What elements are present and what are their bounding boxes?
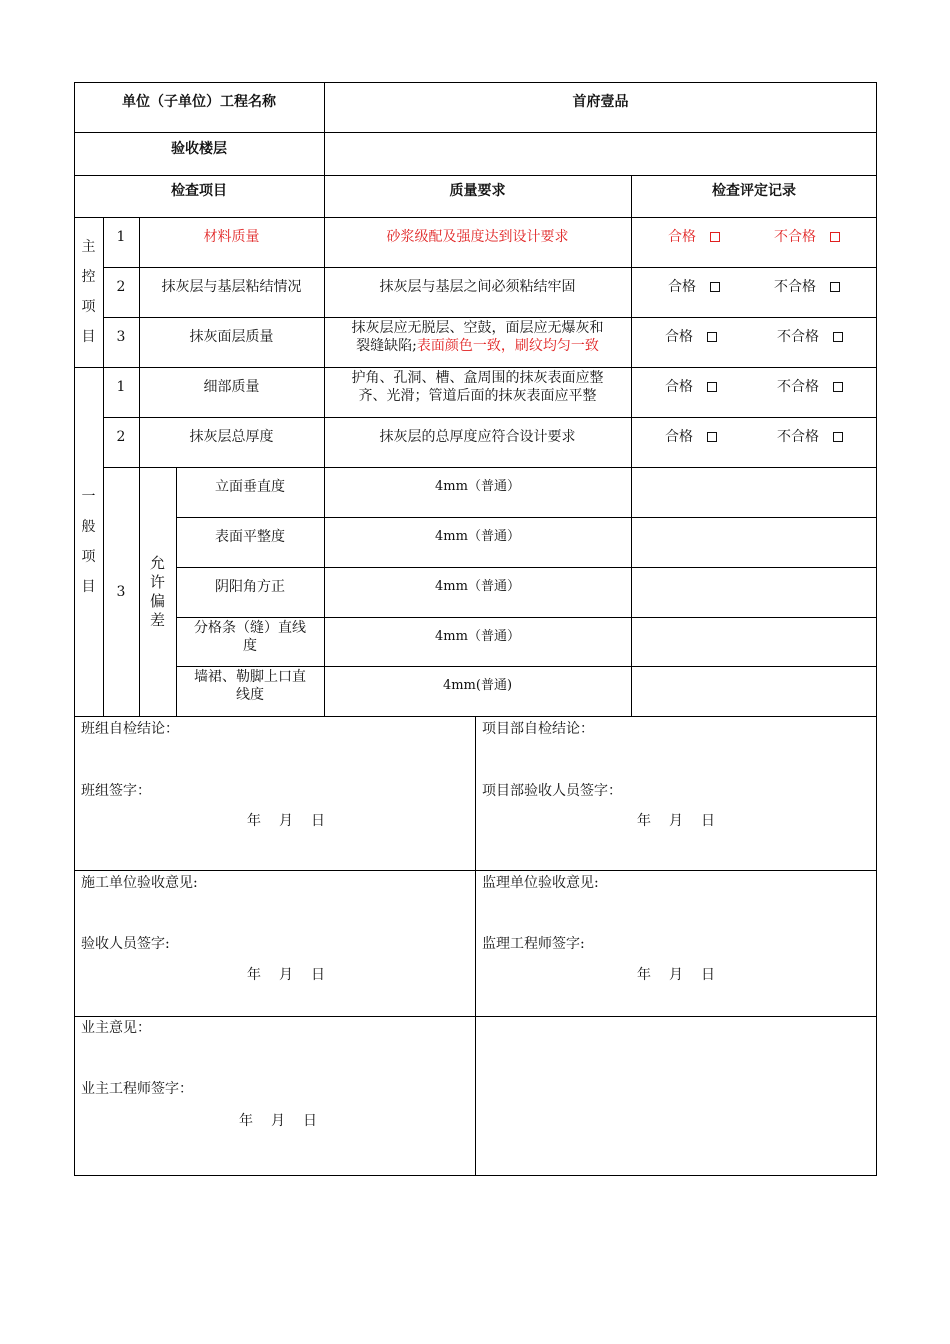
row-number: 1 (116, 229, 126, 245)
deviation-value: 4mm（普通） (435, 579, 520, 594)
date-day: 日 (311, 967, 325, 983)
main-control-label: 主 控 项 目 (81, 239, 96, 345)
row-number: 3 (116, 329, 126, 345)
owner-sign-label: 业主工程师签字： (81, 1081, 193, 1097)
date-day: 日 (701, 967, 715, 983)
owner-opinion-label: 业主意见： (81, 1020, 151, 1036)
date-month: 月 (669, 967, 683, 983)
date-year: 年 (239, 1113, 253, 1129)
deviation-item: 墙裙、勒脚上口直 线度 (194, 669, 306, 703)
contractor-sign-label: 验收人员签字: (81, 936, 170, 952)
team-conclusion-label: 班组自检结论： (81, 721, 179, 737)
fail-option[interactable]: 不合格 (777, 328, 843, 346)
fail-option[interactable]: 不合格 (774, 228, 840, 246)
general-items-label: 一 般 项 目 (81, 488, 96, 595)
pass-option[interactable]: 合格 (665, 378, 717, 396)
contractor-opinion-label: 施工单位验收意见: (81, 875, 198, 891)
pass-option[interactable]: 合格 (665, 328, 717, 346)
record-pass-fail (668, 217, 840, 257)
record-pass-fail (665, 367, 843, 407)
col-divider (475, 716, 476, 1176)
deviation-item: 分格条（缝）直线 度 (194, 620, 306, 654)
date-year: 年 (247, 813, 261, 829)
col-requirement-header: 质量要求 (449, 183, 506, 199)
date-day: 日 (701, 813, 715, 829)
project-name-value: 首府壹品 (572, 94, 629, 110)
date-day: 日 (303, 1113, 317, 1129)
team-sign-label: 班组签字： (81, 783, 151, 799)
record-pass-fail (665, 317, 843, 357)
fail-checkbox[interactable] (830, 282, 840, 292)
fail-option[interactable]: 不合格 (777, 428, 843, 446)
deviation-value: 4mm（普通） (435, 529, 520, 544)
date-year: 年 (637, 967, 651, 983)
supervisor-opinion-label: 监理单位验收意见: (482, 875, 599, 891)
fail-option[interactable]: 不合格 (774, 278, 840, 296)
deviation-value: 4mm(普通) (442, 678, 513, 693)
requirement: 抹灰层与基层之间必须粘结牢固 (379, 279, 576, 295)
row-number: 2 (116, 279, 126, 295)
date-month: 月 (669, 813, 683, 829)
deviation-record[interactable] (631, 666, 877, 716)
fail-checkbox[interactable] (833, 332, 843, 342)
fail-checkbox[interactable] (833, 432, 843, 442)
item-name: 抹灰层总厚度 (189, 429, 274, 445)
date-month: 月 (271, 1113, 285, 1129)
item-name: 抹灰面层质量 (189, 329, 274, 345)
pass-checkbox[interactable] (710, 232, 720, 242)
row-number: 1 (116, 379, 126, 395)
col-item-header: 检查项目 (171, 183, 227, 199)
item-name: 抹灰层与基层粘结情况 (161, 279, 302, 295)
pass-checkbox[interactable] (707, 332, 717, 342)
record-pass-fail (665, 417, 843, 457)
dept-conclusion-label: 项目部自检结论： (482, 721, 594, 737)
allowable-deviation-label: 允 许 偏 差 (149, 553, 165, 629)
deviation-record[interactable] (631, 617, 877, 666)
item-name: 细部质量 (203, 379, 260, 395)
floor-label: 验收楼层 (171, 140, 227, 157)
row-number: 2 (116, 429, 126, 445)
deviation-record[interactable] (631, 567, 877, 617)
date-month: 月 (279, 967, 293, 983)
pass-checkbox[interactable] (710, 282, 720, 292)
fail-checkbox[interactable] (833, 382, 843, 392)
fail-option[interactable]: 不合格 (777, 378, 843, 396)
pass-option[interactable]: 合格 (668, 278, 720, 296)
fail-checkbox[interactable] (830, 232, 840, 242)
date-month: 月 (279, 813, 293, 829)
floor-value (324, 132, 877, 175)
requirement: 护角、孔洞、槽、盒周围的抹灰表面应整 齐、光滑；管道后面的抹灰表面应平整 (351, 370, 604, 404)
row-number: 3 (116, 583, 126, 600)
pass-checkbox[interactable] (707, 382, 717, 392)
item-name: 材料质量 (203, 229, 260, 245)
deviation-record[interactable] (631, 467, 877, 517)
date-day: 日 (311, 813, 325, 829)
dept-sign-label: 项目部验收人员签字： (482, 783, 622, 799)
supervisor-sign-label: 监理工程师签字: (482, 936, 585, 952)
deviation-record[interactable] (631, 517, 877, 567)
deviation-value: 4mm（普通） (435, 479, 520, 494)
requirement: 抹灰层应无脱层、空鼓，面层应无爆灰和 裂缝缺陷;表面颜色一致，刷纹均匀一致 (351, 320, 604, 354)
requirement: 砂浆级配及强度达到设计要求 (386, 229, 569, 245)
pass-option[interactable]: 合格 (668, 228, 720, 246)
requirement: 抹灰层的总厚度应符合设计要求 (379, 429, 576, 445)
deviation-value: 4mm（普通） (435, 629, 520, 644)
pass-checkbox[interactable] (707, 432, 717, 442)
col-record-header: 检查评定记录 (712, 183, 796, 199)
pass-option[interactable]: 合格 (665, 428, 717, 446)
project-name-label: 单位（子单位）工程名称 (122, 94, 276, 110)
date-year: 年 (247, 967, 261, 983)
deviation-item: 表面平整度 (215, 529, 285, 545)
record-pass-fail (668, 267, 840, 307)
deviation-item: 立面垂直度 (215, 479, 285, 495)
deviation-item: 阴阳角方正 (215, 579, 285, 595)
date-year: 年 (637, 813, 651, 829)
